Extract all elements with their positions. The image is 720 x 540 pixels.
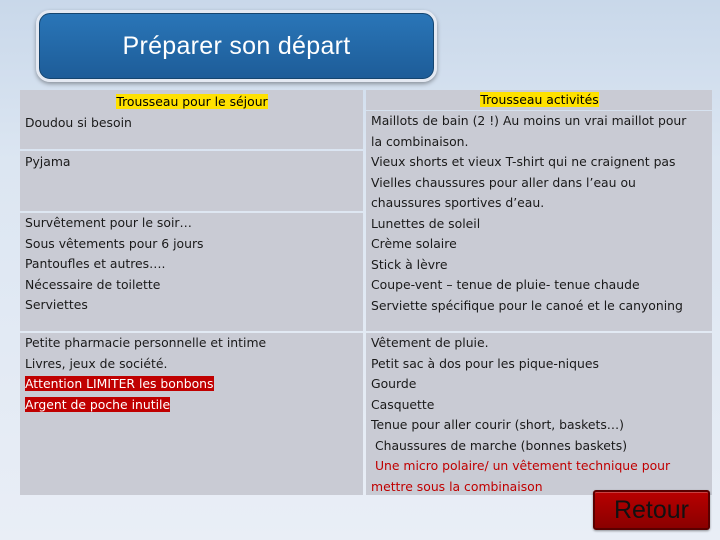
table-cell-activites-2 xyxy=(366,333,712,495)
list-item: Chaussures de marche (bonnes baskets) xyxy=(371,437,628,453)
list-item: Petit sac à dos pour les pique-niques xyxy=(371,355,599,371)
list-item: Petite pharmacie personnelle et intime xyxy=(25,335,267,350)
list-item: Vielles chaussures pour aller dans l’eau ou xyxy=(371,174,636,190)
list-item: Tenue pour aller courir (short, baskets…) xyxy=(371,417,624,432)
table-cell-activites-1 xyxy=(366,111,712,331)
list-item: Doudou si besoin xyxy=(25,114,132,130)
activites-header: Trousseau activités xyxy=(480,92,599,107)
warning-item: Attention LIMITER les bonbons xyxy=(25,376,214,391)
list-item: Coupe-vent – tenue de pluie- tenue chaude xyxy=(371,277,640,292)
list-item: Crème solaire xyxy=(371,236,457,251)
table-cell-sejour-3 xyxy=(20,213,363,331)
list-item: Stick à lèvre xyxy=(371,256,448,272)
list-item: Serviettes xyxy=(25,297,88,312)
list-item: Pantoufles et autres…. xyxy=(25,256,166,271)
list-item: Survêtement pour le soir… xyxy=(25,215,192,230)
page-title: Préparer son départ xyxy=(122,31,351,60)
page-title-box xyxy=(36,10,437,82)
list-item: Maillots de bain (2 !) Au moins un vrai maillot pour xyxy=(371,113,687,128)
list-item: Lunettes de soleil xyxy=(371,215,481,231)
list-item: Sous vêtements pour 6 jours xyxy=(25,235,204,251)
list-item: Vêtement de pluie. xyxy=(371,335,489,350)
list-item-red: mettre sous la combinaison xyxy=(371,478,543,494)
retour-button[interactable]: Retour xyxy=(593,490,710,530)
table-cell-sejour-2 xyxy=(20,151,363,211)
list-item: Gourde xyxy=(371,376,417,391)
list-item: Livres, jeux de société. xyxy=(25,355,168,371)
table-cell-sejour-1 xyxy=(20,90,363,149)
list-item: Pyjama xyxy=(25,154,71,169)
sejour-header: Trousseau pour le séjour xyxy=(116,94,268,109)
list-item: Serviette spécifique pour le canoé et le canyoning xyxy=(371,297,683,313)
list-item-red: Une micro polaire/ un vêtement technique pour xyxy=(371,458,671,473)
list-item: Casquette xyxy=(371,396,435,412)
list-item: la combinaison. xyxy=(371,133,469,149)
table-cell-activites-header xyxy=(366,90,712,110)
list-item: Nécessaire de toilette xyxy=(25,276,161,292)
table-cell-sejour-4 xyxy=(20,333,363,495)
list-item: chaussures sportives d’eau. xyxy=(371,195,545,210)
list-item: Vieux shorts et vieux T-shirt qui ne craignent pas xyxy=(371,154,676,169)
warning-item: Argent de poche inutile xyxy=(25,396,171,412)
